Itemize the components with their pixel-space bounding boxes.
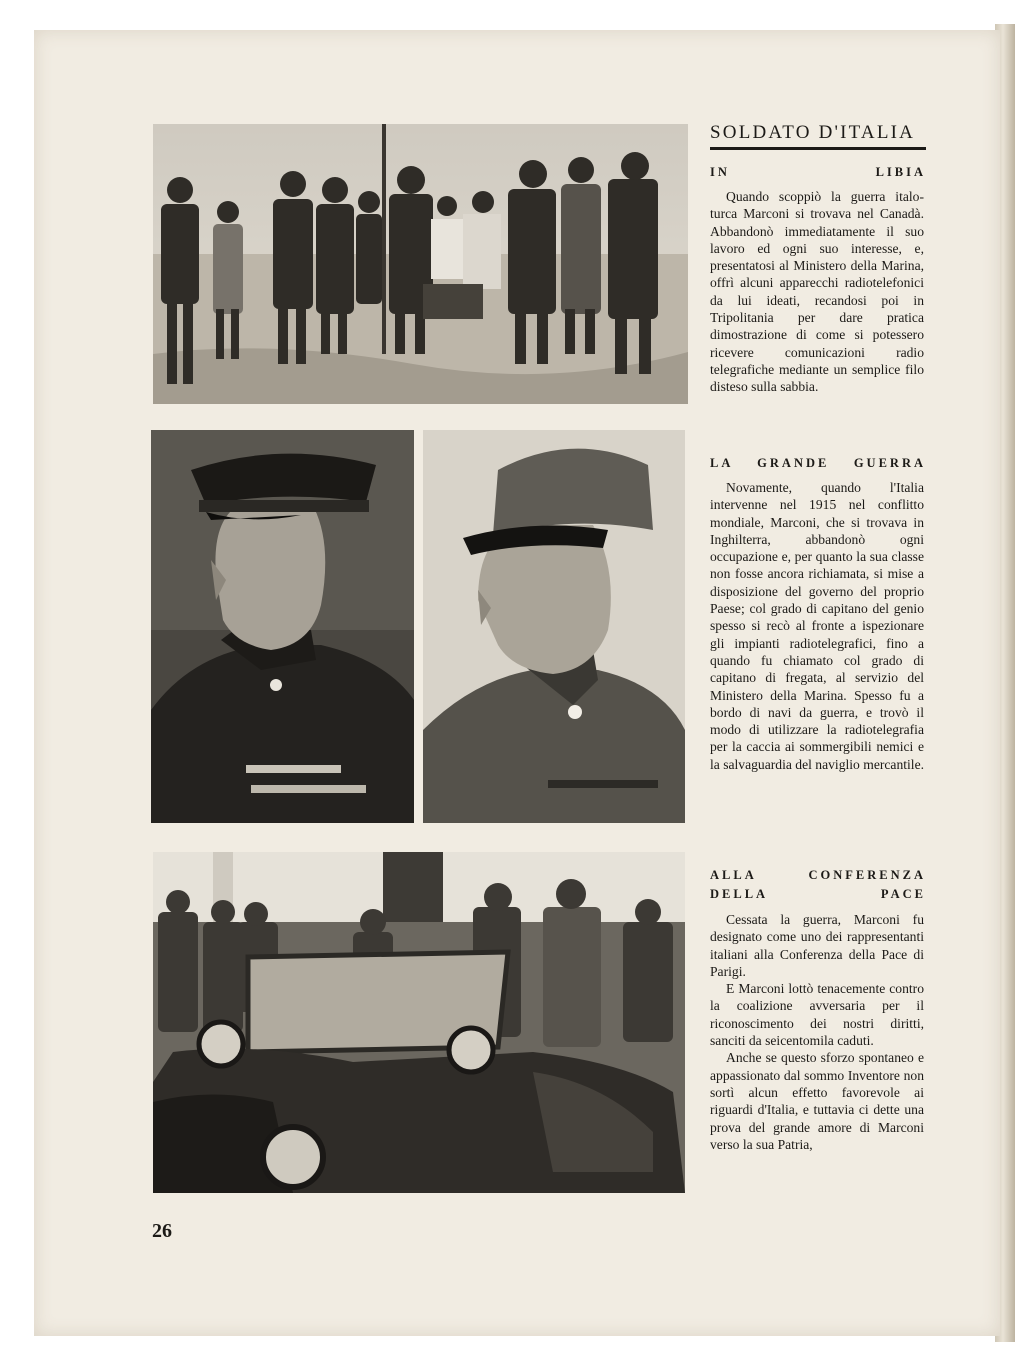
section-text-in-libia <box>710 188 924 396</box>
photo-officers-desert-image <box>153 124 688 404</box>
paragraph: Novamente, quando l'Italia intervenne nel 1915 nel conflitto mondiale, Marconi, che si trovava in Inghilterra, abbandonò ogni occupazione e, per quanto la sua classe non fosse ancora richiamata, si mise a disposizione del governo del proprio Paese; col grado di capitano del genio spesso si recò al fronte a ispezionare gli impianti radiotelegrafici, fino a quando fu chiamato col grado di capitano di fregata, al servizio del Ministero della Marina. Spesso fu a bordo di navi da guerra, e trovò il modo di utilizzare la radiotelegrafia per la caccia ai sommergibili nemici e la salvaguardia del naviglio mercantile. <box>710 480 925 772</box>
paragraph: Quando scoppiò la guerra italo-turca Marconi si trovava nel Canadà. Abbandonò immediatamente il suo lavoro ed ogni suo interesse, e, presentatosi al Ministero della Marina, offrì alcuni apparecchi radiotelefonici da lui ideati, recandosi poi in Tripolitania per dare pratica dimostrazione di come si potessero ricevere comunicazioni radio telegrafiche mediante un semplice filo disteso sulla sabbia. <box>710 189 924 395</box>
section-heading-la-grande-guerra: LA GRANDE GUERRA <box>710 456 926 470</box>
section-heading-in-libia: IN LIBIA <box>710 165 926 179</box>
title-rule <box>710 147 926 150</box>
photo-portrait-navy-uniform <box>151 430 414 823</box>
section-text-la-grande-guerra <box>710 479 924 773</box>
photo-officers-desert <box>153 124 688 404</box>
section-heading-alla-conferenza: ALLA CONFERENZA <box>710 868 926 882</box>
section-heading-della-pace: DELLA PACE <box>710 887 926 901</box>
paragraph: E Marconi lottò tenacemente contro la coalizione avversaria per il riconoscimento dei nostri diritti, sanciti da seicentomila caduti. <box>710 981 924 1049</box>
photo-portrait-army-uniform <box>423 430 685 823</box>
section-text-conferenza-della-pace <box>710 911 924 1153</box>
photo-portrait-navy-uniform-image <box>151 430 414 823</box>
photo-officers-automobile <box>153 852 685 1193</box>
photo-officers-automobile-image <box>153 852 685 1193</box>
page-title: SOLDATO D'ITALIA <box>710 122 916 143</box>
paragraph: Anche se questo sforzo spontaneo e appassionato dal sommo Inventore non sortì alcun effetto favorevole ai riguardi d'Italia, e tuttavia ci dette una prova del grande amore di Marconi verso la sua Patria, <box>710 1050 924 1152</box>
paragraph: Cessata la guerra, Marconi fu designato come uno dei rappresentanti italiani alla Conferenza della Pace di Parigi. <box>710 912 924 979</box>
photo-portrait-army-uniform-image <box>423 430 685 823</box>
page-number: 26 <box>152 1220 172 1242</box>
